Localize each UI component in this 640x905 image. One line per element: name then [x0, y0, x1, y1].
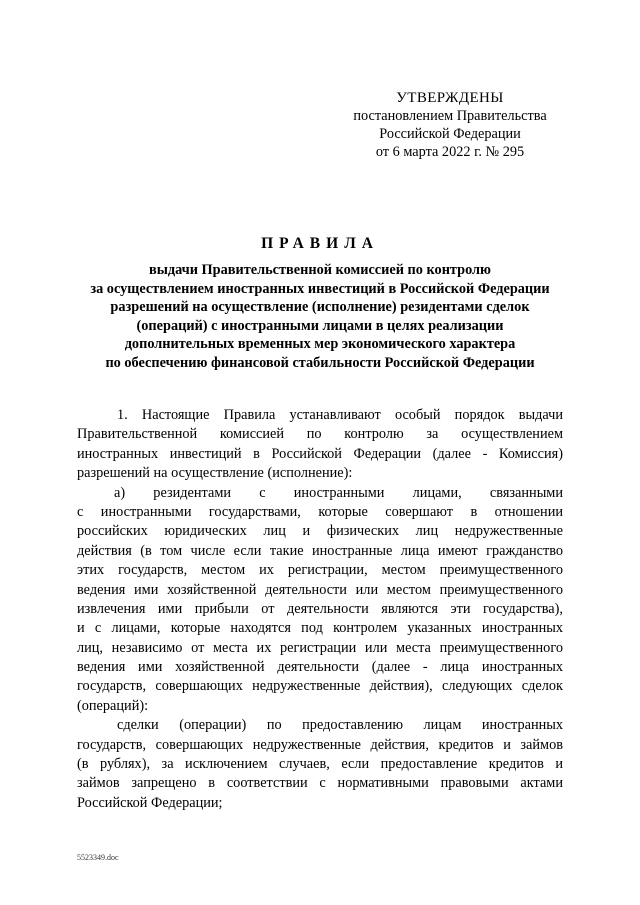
paragraph-line: государств, совершающих недружественные действия, кредитов и займов: [77, 736, 563, 753]
paragraph-line: государств, совершающих недружественные действия), следующих сделок: [77, 678, 563, 695]
paragraph-line: (операций):: [77, 697, 149, 714]
subtitle-line: (операций) с иностранными лицами в целях реализации: [136, 317, 504, 334]
document-subtitle: [0, 261, 640, 372]
paragraph-line: иностранных инвестиций в Российской Федерации (далее - Комиссия): [77, 445, 563, 462]
paragraph-line: 1. Настоящие Правила устанавливают особый порядок выдачи: [117, 407, 563, 423]
paragraph-line: с иностранными государствами, которые совершают в отношении: [77, 503, 563, 520]
subtitle-line: дополнительных временных мер экономического характера: [124, 336, 516, 352]
paragraph-line: действия (в том числе если такие иностранные лица имеют гражданство: [77, 542, 563, 559]
paragraph-line: и с лицами, которые находятся под контролем указанных иностранных: [77, 620, 563, 637]
paragraph-line: (в рублях), за исключением случаев, если предоставление кредитов и: [77, 756, 563, 773]
paragraph-line: лиц, независимо от места их регистрации или места преимущественного: [77, 639, 563, 656]
approval-title: УТВЕРЖДЕНЫ: [396, 90, 504, 106]
paragraph-line: ведения ими хозяйственной деятельности (далее - лица иностранных: [77, 659, 563, 676]
paragraph-line: а) резидентами с иностранными лицами, связанными: [114, 484, 563, 501]
document-title: ПРАВИЛА: [261, 235, 379, 252]
approval-line: постановлением Правительства: [353, 108, 547, 124]
paragraph-line: российских юридических лиц и физических лиц недружественные: [77, 523, 563, 540]
document-body: [77, 406, 563, 813]
subtitle-line: выдачи Правительственной комиссией по контролю: [148, 262, 491, 278]
paragraph-line: займов запрещено в соответствии с нормативными правовыми актами: [77, 775, 563, 792]
subtitle-line: по обеспечению финансовой стабильности Российской Федерации: [105, 354, 535, 371]
approval-block: [330, 89, 570, 161]
paragraph-line: ведения ими хозяйственной деятельности или местом преимущественного: [77, 581, 563, 598]
paragraph-line: Российской Федерации;: [77, 794, 223, 811]
paragraph-line: этих государств, местом их регистрации, местом преимущественного: [77, 562, 563, 579]
paragraph-line: сделки (операции) по предоставлению лицам иностранных: [117, 717, 563, 734]
approval-date-number: от 6 марта 2022 г. № 295: [375, 144, 525, 160]
paragraph-line: разрешений на осуществление (исполнение):: [77, 465, 353, 482]
paragraph-line: извлечения ими прибыли от деятельности являются эти государства),: [77, 600, 563, 617]
subtitle-line: разрешений на осуществление (исполнение) резидентами сделок: [110, 299, 530, 315]
paragraph-line: Правительственной комиссией по контролю за осуществлением: [77, 426, 563, 443]
approval-line: Российской Федерации: [379, 126, 521, 142]
footer-filename: 5523349.doc: [77, 853, 119, 862]
subtitle-line: за осуществлением иностранных инвестиций в Российской Федерации: [90, 280, 550, 297]
